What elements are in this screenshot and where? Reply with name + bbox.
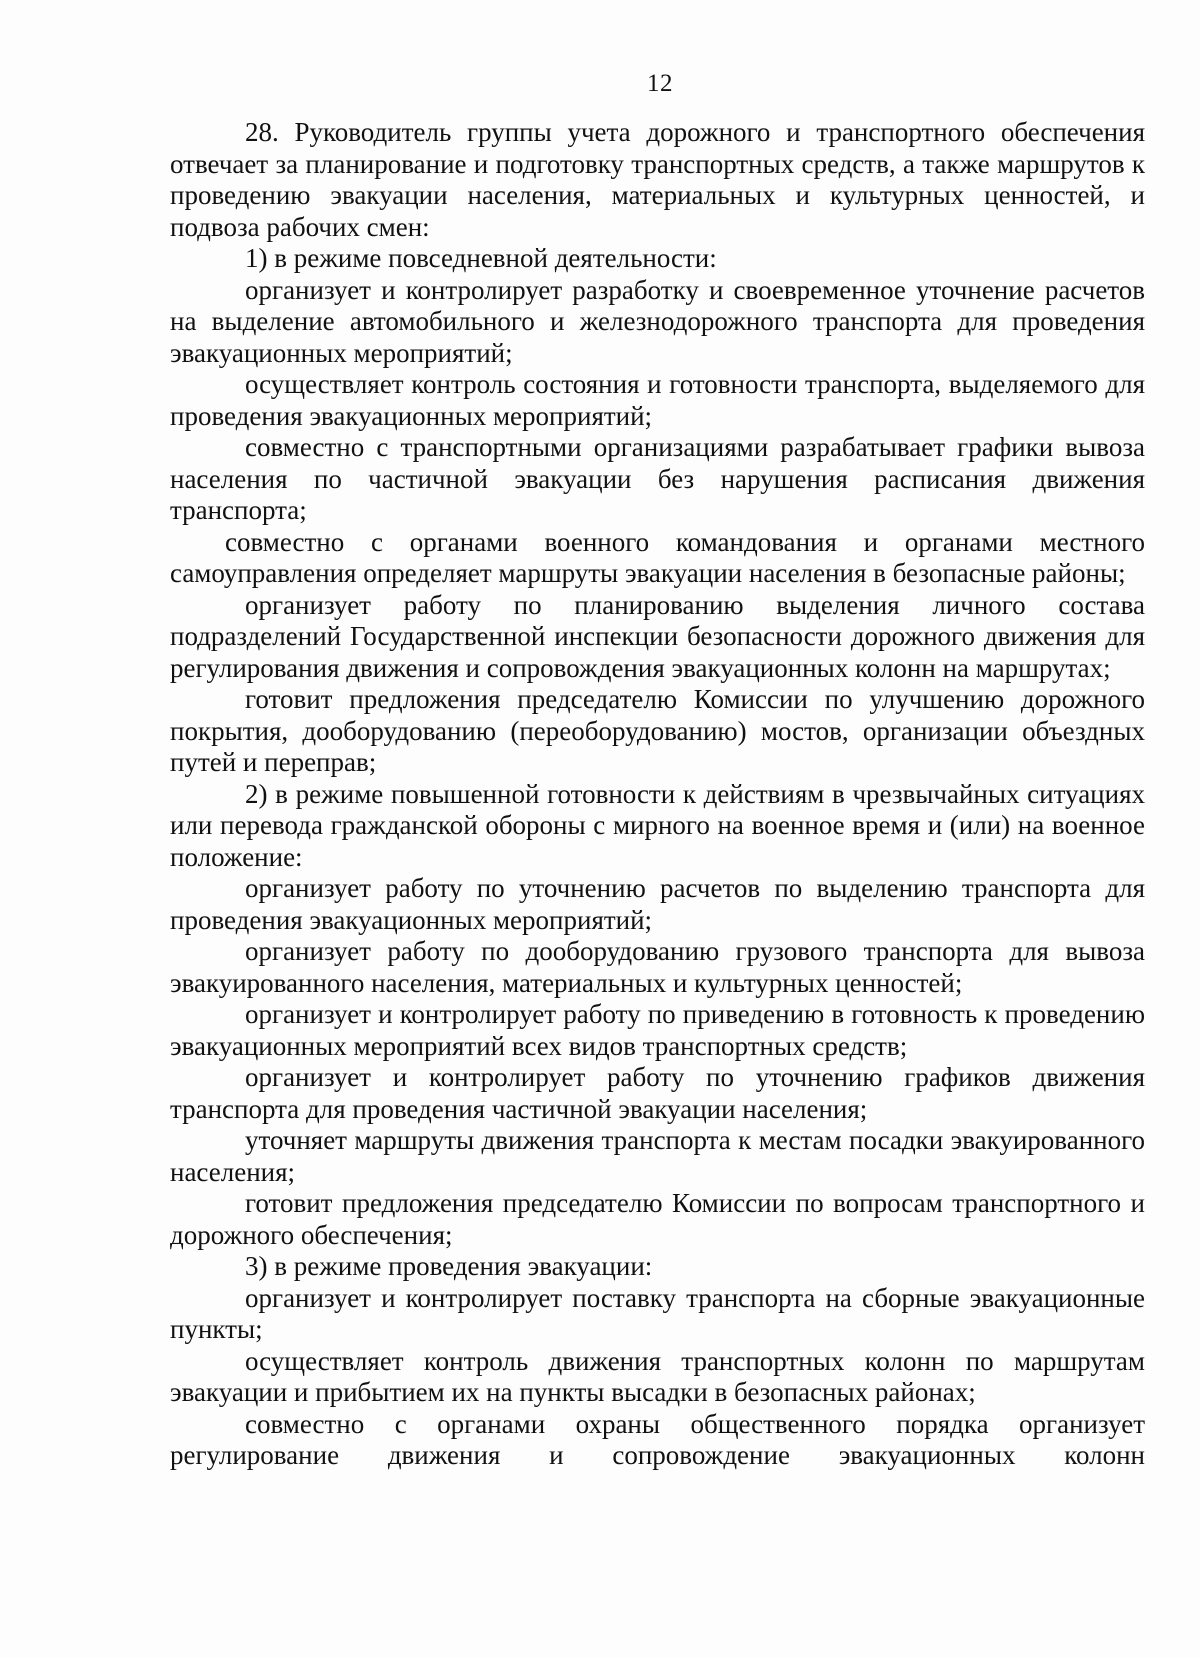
paragraph-duty: организует и контролирует разработку и своевременное уточнение расчетов на выделение автомобильного и железнодорожного транспорта для проведения эвакуационных мероприятий; [170,274,1145,368]
paragraph-duty: организует и контролирует работу по уточнению графиков движения транспорта для проведения частичной эвакуации населения; [170,1062,1145,1124]
paragraph-duty: готовит предложения председателю Комиссии по улучшению дорожного покрытия, дооборудованию (переоборудованию) мостов, организации объездных путей и переправ; [170,684,1145,777]
paragraph-duty: организует работу по уточнению расчетов по выделению транспорта для проведения эвакуационных мероприятий; [170,873,1145,935]
document-body [170,117,1145,1472]
paragraph-duty: осуществляет контроль состояния и готовности транспорта, выделяемого для проведения эвакуационных мероприятий; [170,369,1145,431]
paragraph-duty: организует работу по дооборудованию грузового транспорта для вывоза эвакуированного населения, материальных и культурных ценностей; [170,936,1145,998]
paragraph-duty: совместно с органами военного командования и органами местного самоуправления определяет маршруты эвакуации населения в безопасные районы; [170,526,1145,588]
paragraph-mode-daily: 1) в режиме повседневной деятельности: [245,243,717,273]
paragraph-duty: совместно с транспортными организациями разрабатывает графики вывоза населения по частичной эвакуации без нарушения расписания движения транспорта; [170,432,1145,525]
paragraph-duty: организует работу по планированию выделения личного состава подразделений Государственной инспекции безопасности дорожного движения для регулирования движения и сопровождения эвакуационных колонн на маршрутах; [170,589,1145,683]
paragraph-mode-alert: 2) в режиме повышенной готовности к действиям в чрезвычайных ситуациях или перевода гражданской обороны с мирного на военное время и (или) на военное положение: [170,778,1145,872]
paragraph-duty: осуществляет контроль движения транспортных колонн по маршрутам эвакуации и прибытием их на пункты высадки в безопасных районах; [170,1345,1145,1407]
paragraph-duty: готовит предложения председателю Комиссии по вопросам транспортного и дорожного обеспечения; [170,1188,1145,1250]
paragraph-duty: организует и контролирует поставку транспорта на сборные эвакуационные пункты; [170,1282,1145,1344]
paragraph-duty: организует и контролирует работу по приведению в готовность к проведению эвакуационных мероприятий всех видов транспортных средств; [170,999,1145,1061]
paragraph-item-28: 28. Руководитель группы учета дорожного и транспортного обеспечения отвечает за планирование и подготовку транспортных средств, а также маршрутов к проведению эвакуации населения, материальных и культурных ценностей, и подвоза рабочих смен: [170,117,1145,242]
paragraph-duty: уточняет маршруты движения транспорта к местам посадки эвакуированного населения; [170,1125,1145,1187]
paragraph-duty: совместно с органами охраны общественного порядка организует регулирование движения и сопровождение эвакуационных колонн [170,1408,1145,1470]
page-number: 12 [647,70,673,97]
paragraph-mode-evacuation: 3) в режиме проведения эвакуации: [245,1251,653,1281]
